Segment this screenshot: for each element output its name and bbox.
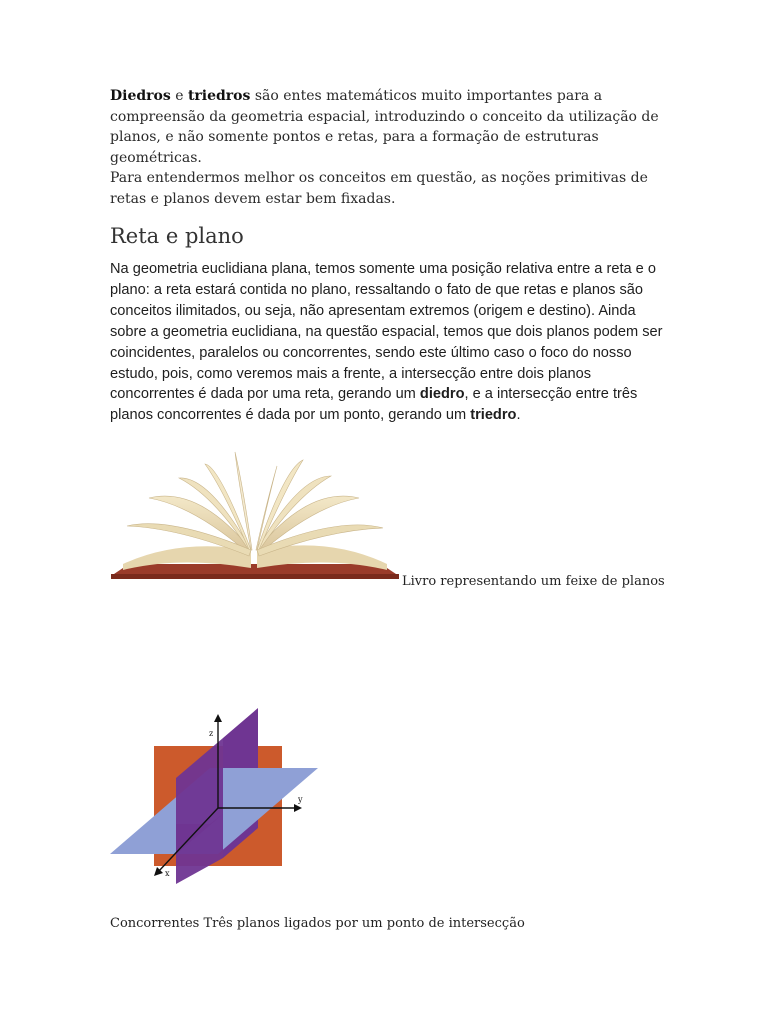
axis-z-label: z xyxy=(209,729,214,738)
term-diedros: Diedros xyxy=(110,88,171,104)
book-caption: Livro representando um feixe de planos xyxy=(402,574,665,589)
term-triedro: triedro xyxy=(470,407,517,424)
axis-x-label: x xyxy=(165,869,170,878)
term-diedro: diedro xyxy=(419,386,465,403)
section-text-before: Na geometria euclidiana plana, temos somente uma posição relativa entre a reta e o plano: a reta estará contida no plano, ressaltando o fato de que retas e planos são conceitos ilimitados, ou seja, não apresentam extremos (origem e destino). Ainda sobre a geometria euclidiana, na questão espacial, temos que dois planos podem ser coincidentes, paralelos ou concorrentes, sendo este último caso o foco do nosso estudo, pois, como veremos mais a frente, a intersecção entre dois planos concorrentes é dada por uma reta, gerando um xyxy=(110,261,663,403)
section-text-middle: , e a intersecção entre três planos concorrentes é dada por um ponto, gerando um xyxy=(110,386,638,424)
section-heading: Reta e plano xyxy=(110,224,244,248)
open-book-image xyxy=(109,446,401,582)
conj-text: e xyxy=(170,88,188,104)
section-paragraph xyxy=(110,259,666,426)
section-text-end: . xyxy=(516,407,521,424)
three-planes-image xyxy=(108,704,322,884)
intro-paragraph xyxy=(110,86,670,209)
axis-y-label: y xyxy=(298,795,303,804)
planes-caption: Concorrentes Três planos ligados por um ponto de intersecção xyxy=(110,916,525,931)
term-triedros: triedros xyxy=(187,88,251,104)
intro-text-2: Para entendermos melhor os conceitos em questão, as noções primitivas de retas e planos devem estar bem fixadas. xyxy=(110,170,648,207)
intro-text-1: são entes matemáticos muito importantes para a compreensão da geometria espacial, introduzindo o conceito da utilização de planos, e não somente pontos e retas, para a formação de estruturas geométricas. xyxy=(110,88,659,166)
